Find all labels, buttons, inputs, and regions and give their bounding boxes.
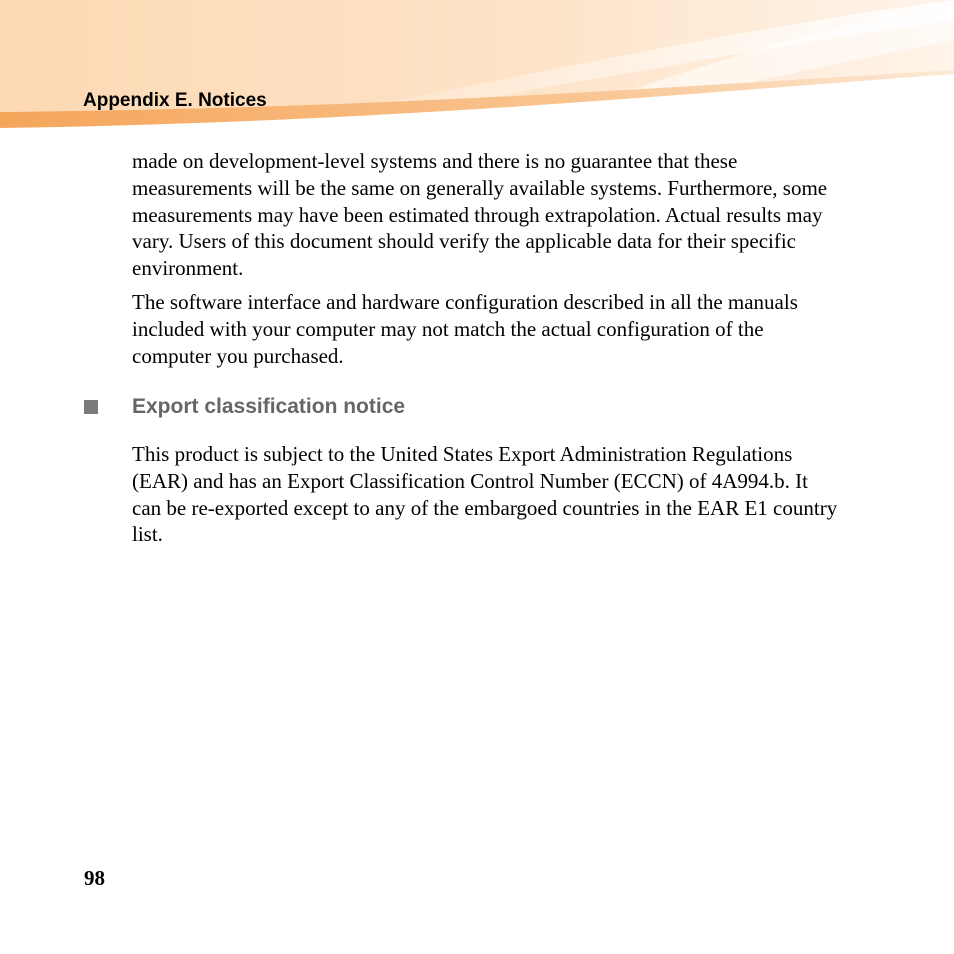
page-header-title: Appendix E. Notices: [83, 90, 267, 111]
header-banner: [0, 0, 954, 140]
export-notice-section: [84, 393, 844, 548]
section-heading: [84, 393, 844, 421]
main-content: [132, 148, 832, 376]
header-swoosh-graphic: [0, 0, 954, 140]
body-paragraph: The software interface and hardware configuration described in all the manuals included with your computer may not match the actual configuration of the computer you purchased.: [132, 289, 798, 368]
page-number: 98: [84, 866, 105, 890]
body-paragraph: made on development-level systems and there is no guarantee that these measurements will be the same on generally available systems. Furthermore, some measurements may have been estimated through extrapolation. Actual results may vary. Users of this document should verify the applicable data for their specific environment.: [132, 149, 828, 281]
section-body-paragraph: This product is subject to the United States Export Administration Regulations (EAR) and has an Export Classification Control Number (ECCN) of 4A994.b. It can be re-exported except to any of the embargoed countries in the EAR E1 country list.: [132, 442, 838, 547]
square-bullet-icon: [84, 400, 98, 414]
section-heading-text: Export classification notice: [132, 395, 406, 418]
